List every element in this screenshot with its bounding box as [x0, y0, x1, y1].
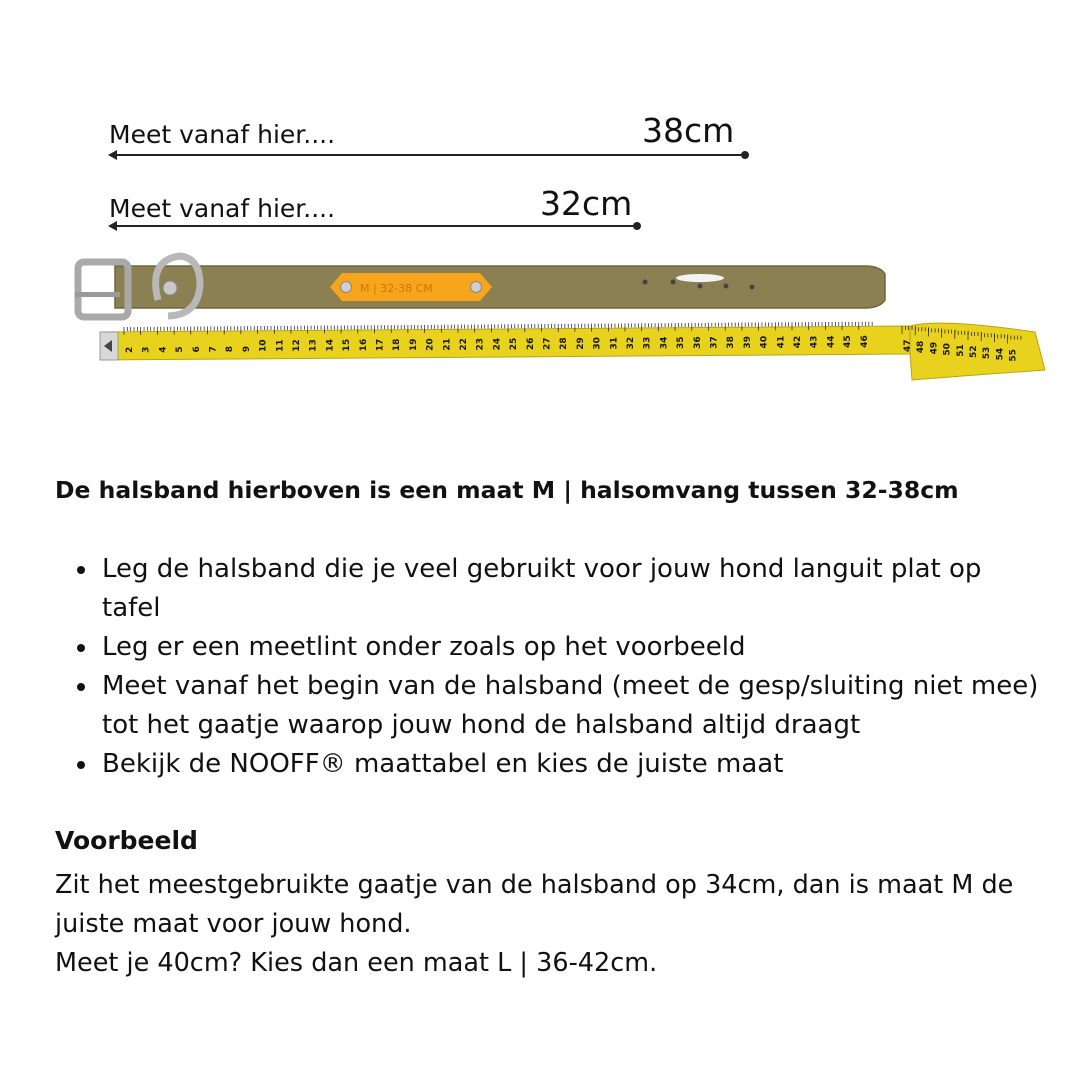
tape-number: 49	[929, 341, 940, 355]
collar-hole	[724, 284, 729, 289]
collar-hole	[643, 280, 648, 285]
tag-rivet	[471, 282, 482, 293]
tape-number: 36	[692, 336, 703, 349]
tape-number: 32	[626, 336, 636, 350]
list-item	[55, 628, 1045, 667]
tape-number: 47	[903, 339, 913, 352]
example-line-1: Zit het meestgebruikte gaatje van de halsband op 34cm, dan is maat M de juiste maat voor jouw hond.	[55, 870, 1014, 939]
measure-start-label: Meet vanaf hier....	[109, 194, 336, 223]
step-text: Bekijk de NOOFF® maattabel en kies de juiste maat	[102, 749, 784, 779]
step-text: Meet vanaf het begin van de halsband (meet de gesp/sluiting niet mee) tot het gaatje waarop jouw hond de halsband altijd draagt	[102, 671, 1039, 740]
tape-number: 21	[442, 338, 453, 351]
buckle-prong	[75, 292, 120, 297]
tape-number: 13	[308, 339, 319, 352]
tape-number: 7	[208, 346, 219, 353]
tape-number: 55	[1008, 349, 1019, 362]
tape-number: 31	[609, 336, 620, 350]
tape-number: 27	[542, 337, 553, 350]
tape-number: 38	[726, 336, 737, 349]
tape-number: 17	[375, 338, 386, 352]
tape-number: 12	[292, 339, 302, 352]
measure-endpoint-dot	[633, 222, 641, 230]
tape-number: 11	[275, 339, 286, 352]
tape-number: 16	[358, 338, 369, 352]
tape-number: 3	[141, 346, 152, 353]
tape-number: 39	[742, 336, 753, 349]
measure-start-label: Meet vanaf hier....	[109, 120, 336, 149]
bullet-icon	[77, 566, 85, 574]
tape-number: 29	[575, 337, 586, 350]
list-item	[55, 667, 1045, 745]
tape-number: 14	[325, 339, 336, 352]
tag-text: M | 32-38 CM	[360, 282, 433, 295]
collar	[75, 256, 885, 317]
tape-number: 30	[592, 337, 603, 350]
tape-number: 34	[659, 336, 670, 350]
tape-number: 45	[843, 335, 854, 348]
tape-number: 37	[709, 336, 720, 349]
tape-number: 33	[642, 336, 653, 350]
tape-number: 10	[258, 339, 269, 353]
measure-line	[115, 154, 745, 156]
list-item	[55, 550, 1045, 628]
tape-number: 53	[982, 346, 993, 360]
tape-number: 23	[475, 337, 486, 351]
tape-number: 20	[425, 338, 436, 351]
tape-number: 42	[793, 335, 803, 349]
tape-strip	[100, 326, 910, 360]
tape-number: 18	[392, 338, 403, 352]
tape-number: 22	[459, 338, 469, 351]
collar-hole	[698, 284, 703, 289]
example-line-2: Meet je 40cm? Kies dan een maat L | 36-42cm.	[55, 948, 658, 978]
tape-number: 48	[916, 340, 927, 354]
tape-number: 52	[969, 345, 979, 358]
tape-number: 43	[809, 335, 820, 349]
measure-endpoint-dot	[741, 151, 749, 159]
tape-measure	[100, 322, 1045, 380]
list-item	[55, 745, 1045, 784]
bullet-icon	[77, 644, 85, 652]
tape-number: 9	[241, 345, 252, 353]
tape-number: 25	[509, 337, 520, 351]
tape-number: 51	[955, 344, 966, 357]
tape-number: 4	[158, 346, 169, 353]
step-text: Leg de halsband die je veel gebruikt voor jouw hond languit plat op tafel	[102, 554, 982, 623]
tape-number: 19	[408, 338, 419, 351]
collar-highlight	[676, 274, 724, 282]
tape-number: 35	[676, 336, 687, 350]
step-text: Leg er een meetlint onder zoals op het voorbeeld	[102, 632, 746, 662]
tape-number: 6	[191, 346, 202, 353]
tape-number: 44	[826, 335, 837, 348]
rivet	[163, 281, 177, 295]
tape-number: 15	[342, 338, 353, 352]
bullet-icon	[77, 683, 85, 691]
tape-number: 41	[776, 335, 787, 349]
collar-and-tape-illustration	[60, 240, 1050, 400]
tape-number: 8	[225, 346, 236, 353]
tape-number: 5	[175, 346, 186, 353]
example-body	[55, 866, 1055, 983]
headline: De halsband hierboven is een maat M | halsomvang tussen 32-38cm	[55, 476, 959, 504]
tape-number: 46	[859, 335, 870, 348]
collar-hole	[671, 280, 676, 285]
tape-number: 28	[559, 337, 570, 350]
measure-value-32: 32cm	[540, 184, 633, 223]
collar-strap	[115, 266, 885, 308]
bullet-icon	[77, 761, 85, 769]
tape-number: 54	[995, 347, 1006, 361]
instruction-list	[55, 550, 1045, 784]
collar-hole	[750, 285, 755, 290]
measure-line	[115, 225, 637, 227]
tape-number: 24	[492, 337, 503, 351]
tape-number: 2	[125, 346, 135, 353]
measure-value-38: 38cm	[642, 111, 735, 150]
tag-rivet	[341, 282, 352, 293]
tape-number: 50	[942, 343, 953, 356]
tape-number: 40	[759, 335, 770, 349]
example-title: Voorbeeld	[55, 826, 198, 855]
tape-number: 26	[525, 337, 536, 351]
